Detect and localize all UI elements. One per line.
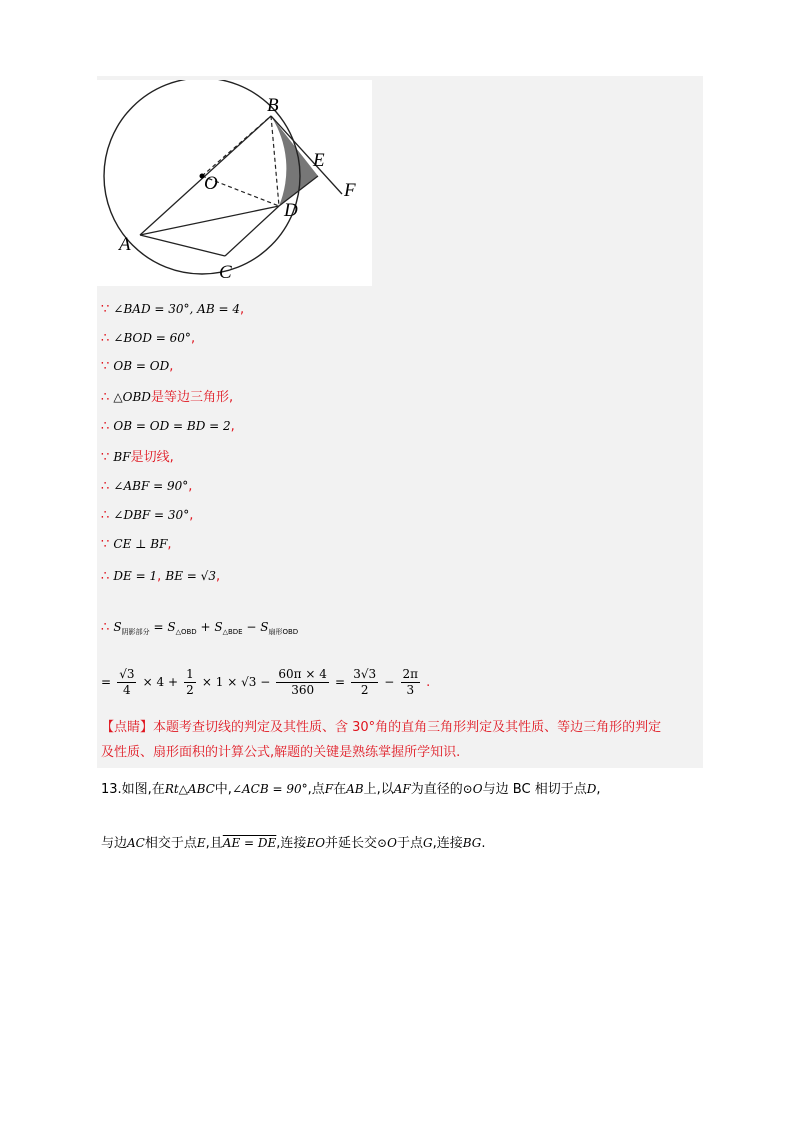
solution-line-7: ∴ ∠ABF = 90°,: [101, 479, 193, 494]
solution-line-2: ∴ ∠BOD = 60°,: [101, 331, 196, 346]
circle-tangent-diagram: [97, 80, 372, 286]
segment-ac: [140, 235, 225, 256]
segment-ob-dashed: [202, 116, 271, 176]
solution-line-4: ∴ △OBD是等边三角形,: [101, 390, 234, 405]
question-13-line-2: 与边AC相交于点E,且AE = DE,连接EO并延长交⊙O于点G,连接BG.: [101, 836, 486, 851]
label-c: C: [219, 262, 232, 283]
label-o: O: [204, 173, 218, 194]
solution-line-10: ∴ DE = 1, BE = √3,: [101, 569, 221, 584]
segment-cd: [225, 206, 279, 256]
solution-line-12: = $\frac{√3}{4}$ × 4 + $\frac{1}{2}$ × 1 × √3 − $\frac{60\pi \times 4}{360}$ = $\frac{3√3}{2}$ − $\frac{2\pi}{3}$ .: [101, 667, 431, 697]
label-f: F: [344, 180, 356, 201]
label-e: E: [313, 150, 325, 171]
solution-line-5: ∴ OB = OD = BD = 2,: [101, 419, 235, 434]
solution-line-8: ∴ ∠DBF = 30°,: [101, 508, 194, 523]
key-point-note: 【点睛】本题考查切线的判定及其性质、含 30°角的直角三角形判定及其性质、等边三角形的判定 及性质、扇形面积的计算公式,解题的关键是熟练掌握所学知识.: [101, 720, 662, 760]
solution-line-11: ∴ $S_{阴影部分} = S_{\triangle OBD} + S_{\triangle BDE} - S_{扇形OBD}$: [101, 620, 299, 636]
solution-line-6: ∵ BF是切线,: [101, 450, 174, 465]
solution-line-1: ∵ ∠BAD = 30°, AB = 4,: [101, 302, 245, 317]
label-d: D: [284, 200, 298, 221]
label-a: A: [119, 234, 131, 255]
solution-line-9: ∵ CE ⊥ BF,: [101, 537, 172, 552]
label-b: B: [267, 95, 279, 116]
question-13-line-1: 13.如图,在Rt△ABC中,∠ACB = 90°,点F在AB上,以AF为直径的⊙O与边 BC 相切于点D,: [101, 782, 601, 797]
geometry-figure: [97, 80, 372, 286]
segment-ad: [140, 206, 279, 235]
solution-line-3: ∵ OB = OD,: [101, 359, 174, 374]
